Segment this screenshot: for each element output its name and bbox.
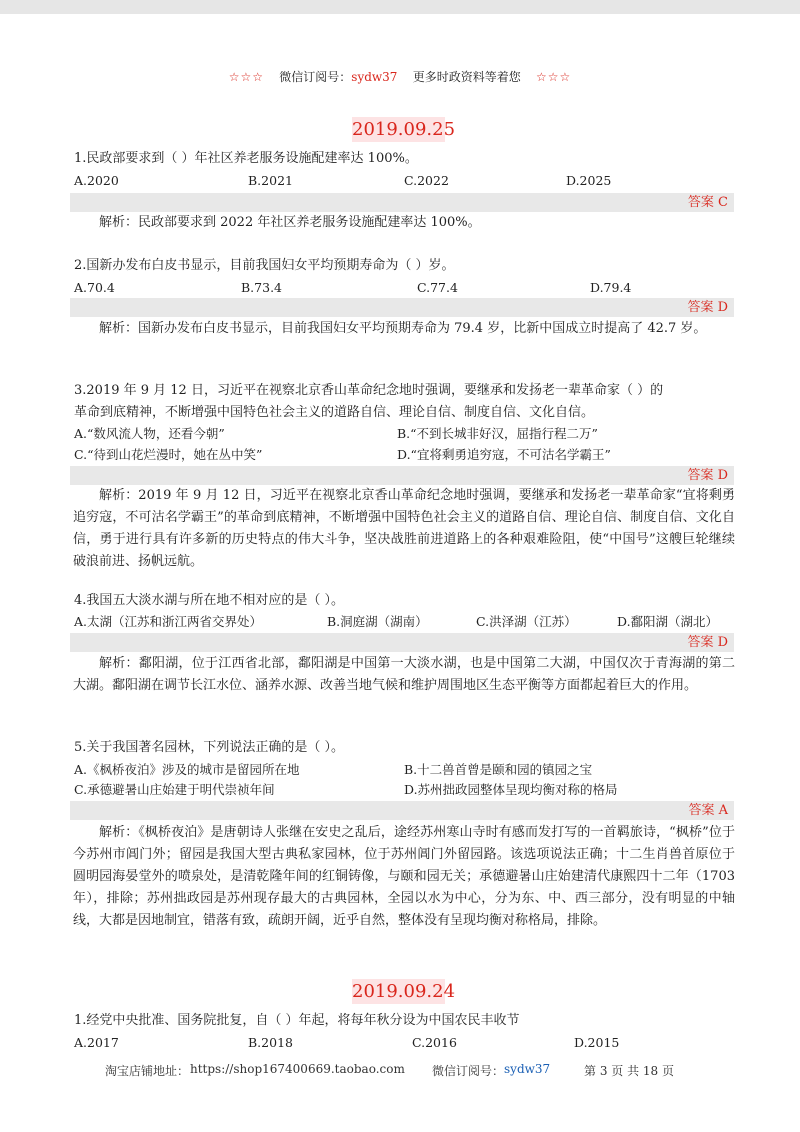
question-stem-line-2: 革命到底精神，不断增强中国特色社会主义的道路自信、理论自信、制度自信、文化自信。	[74, 405, 595, 420]
answer-label: 答案 A	[688, 803, 728, 818]
answer-bar	[70, 193, 734, 212]
answer-bar	[70, 801, 734, 820]
option-a: A.《枫桥夜泊》涉及的城市是留园所在地	[74, 762, 300, 777]
question-stem-line-1: 3.2019 年 9 月 12 日，习近平在视察北京香山革命纪念地时强调，要继承和发扬老一辈革命家（ ）的	[74, 383, 664, 398]
option-d: D.苏州拙政园整体呈现均衡对称的格局	[404, 782, 618, 797]
option-b: B.2018	[248, 1035, 293, 1050]
answer-label: 答案 D	[687, 300, 728, 315]
option-c: C.承德避暑山庄始建于明代崇祯年间	[74, 782, 275, 797]
wechat-label: 微信订阅号：	[279, 70, 352, 84]
question-stem: 1.经党中央批准、国务院批复，自（ ）年起，将每年秋分设为中国农民丰收节	[74, 1013, 520, 1028]
stars-left: ☆☆☆	[228, 70, 264, 84]
option-d: D.79.4	[590, 280, 632, 295]
question-stem: 4.我国五大淡水湖与所在地不相对应的是（ ）。	[74, 593, 345, 608]
analysis	[73, 822, 735, 932]
answer-bar	[70, 633, 734, 652]
page-number: 第 3 页 共 18 页	[584, 1064, 674, 1078]
top-bar	[0, 0, 800, 14]
question-stem: 2.国新办发布白皮书显示，目前我国妇女平均预期寿命为（ ）岁。	[74, 258, 455, 273]
option-b: B.洞庭湖（湖南）	[327, 614, 428, 629]
option-a: A.2020	[74, 173, 119, 188]
analysis	[73, 212, 735, 234]
option-b: B.十二兽首曾是颐和园的镇园之宝	[404, 762, 593, 777]
page-header	[0, 68, 800, 85]
option-b: B.2021	[248, 173, 293, 188]
option-c: C.洪泽湖（江苏）	[476, 614, 577, 629]
option-a: A.太湖（江苏和浙江两省交界处）	[74, 614, 263, 629]
option-c: C.77.4	[417, 280, 458, 295]
option-a: A.“数风流人物，还看今朝”	[74, 426, 225, 441]
shop-label: 淘宝店铺地址：	[105, 1064, 190, 1078]
option-d: D.2025	[566, 173, 612, 188]
option-d: D.鄱阳湖（湖北）	[617, 614, 719, 629]
analysis-text: 解析：《枫桥夜泊》是唐朝诗人张继在安史之乱后，途经苏州寒山寺时有感而发打写的一首羁旅诗，“枫桥”位于今苏州市阊门外；留园是我国大型古典私家园林，位于苏州阊门外留园路。该选项说法正确；十二生肖兽首原位于圆明园海晏堂外的喷泉处，是清乾隆年间的红铜铸像，与颐和园无关；承德避暑山庄始建清代康熙四十二年（1703 年），排除；苏州拙政园是苏州现存最大的古典园林，全园以水为中心，分为东、中、西三部分，没有明显的中轴线，大都是因地制宜，错落有致，疏朗开阔，近乎自然，整体没有呈现均衡对称格局，排除。	[73, 825, 735, 928]
header-slogan: 更多时政资料等着您	[412, 70, 521, 84]
question-stem: 5.关于我国著名园林，下列说法正确的是（ ）。	[74, 740, 345, 755]
question-stem: 1.民政部要求到（ ）年社区养老服务设施配建率达 100%。	[74, 151, 418, 166]
answer-label: 答案 C	[687, 195, 728, 210]
analysis-text: 解析：2019 年 9 月 12 日，习近平在视察北京香山革命纪念地时强调，要继承和发扬老一辈革命家“宜将剩勇追穷寇，不可沽名学霸王”的革命到底精神，不断增强中国特色社会主义的道路自信、理论自信、制度自信、文化自信，勇于进行具有许多新的历史特点的伟大斗争，坚决战胜前进道路上的各种艰难险阻，使“中国号”这艘巨轮继续破浪前进、扬帆远航。	[73, 488, 735, 569]
date-heading: 2019.09.25	[352, 119, 456, 140]
answer-label: 答案 D	[687, 468, 728, 483]
answer-bar	[70, 466, 734, 485]
date-heading: 2019.09.24	[352, 981, 456, 1002]
answer-bar	[70, 298, 734, 317]
shop-link[interactable]: https://shop167400669.taobao.com	[190, 1062, 405, 1076]
analysis-text: 解析：鄱阳湖，位于江西省北部，鄱阳湖是中国第一大淡水湖，也是中国第二大湖，中国仅次于青海湖的第二大湖。鄱阳湖在调节长江水位、涵养水源、改善当地气候和维护周围地区生态平衡等方面都起着巨大的作用。	[73, 656, 735, 693]
option-d: D.“宜将剩勇追穷寇，不可沽名学霸王”	[397, 447, 611, 462]
analysis	[73, 485, 735, 573]
wechat-id: sydw37	[351, 70, 398, 84]
option-a: A.70.4	[74, 280, 115, 295]
option-a: A.2017	[74, 1035, 119, 1050]
option-d: D.2015	[574, 1035, 620, 1050]
option-c: C.“待到山花烂漫时，她在丛中笑”	[74, 447, 263, 462]
footer-wechat-label: 微信订阅号：	[432, 1064, 505, 1078]
analysis	[73, 318, 735, 340]
option-b: B.“不到长城非好汉，屈指行程二万”	[397, 426, 598, 441]
answer-label: 答案 D	[687, 635, 728, 650]
analysis	[73, 653, 735, 697]
footer-wechat-id: sydw37	[504, 1062, 551, 1076]
option-c: C.2016	[412, 1035, 457, 1050]
analysis-text: 解析：国新办发布白皮书显示，目前我国妇女平均预期寿命为 79.4 岁，比新中国成立时提高了 42.7 岁。	[99, 321, 707, 336]
stars-right: ☆☆☆	[536, 70, 572, 84]
analysis-text: 解析：民政部要求到 2022 年社区养老服务设施配建率达 100%。	[99, 215, 481, 230]
option-b: B.73.4	[241, 280, 282, 295]
option-c: C.2022	[404, 173, 449, 188]
